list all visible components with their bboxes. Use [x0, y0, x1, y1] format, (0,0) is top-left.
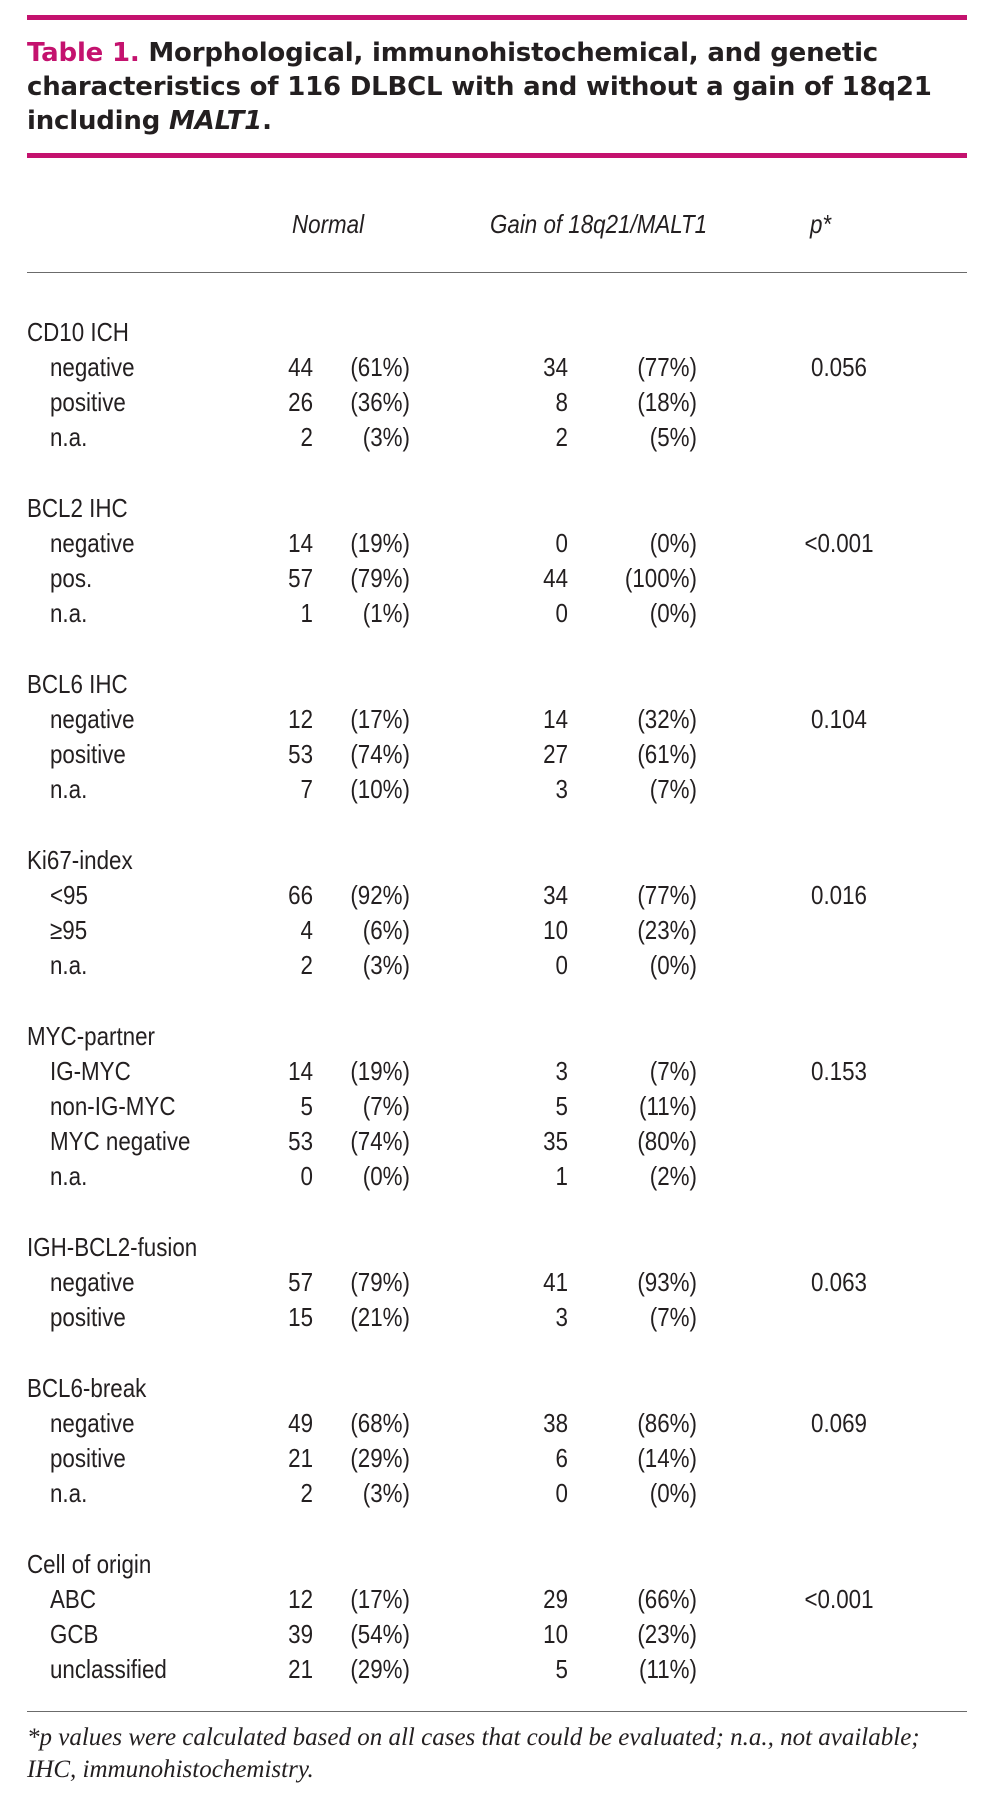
row-label: n.a.	[50, 1161, 88, 1191]
group-title: MYC-partner	[27, 1021, 155, 1051]
count-gain: 10	[543, 1619, 568, 1649]
percent-normal: (3%)	[362, 1478, 410, 1508]
percent-gain: (77%)	[637, 880, 697, 910]
row-label: negative	[50, 1267, 135, 1297]
percent-gain: (86%)	[637, 1408, 697, 1438]
row-label: n.a.	[50, 950, 88, 980]
count-gain: 5	[555, 1091, 568, 1121]
row-label: positive	[50, 739, 126, 769]
percent-normal: (19%)	[350, 528, 410, 558]
header-p-value: p*	[810, 209, 832, 239]
percent-normal: (3%)	[362, 422, 410, 452]
group-title: CD10 ICH	[27, 317, 129, 347]
count-gain: 6	[555, 1443, 568, 1473]
count-gain: 34	[543, 352, 568, 382]
percent-normal: (3%)	[362, 950, 410, 980]
row-label: MYC negative	[50, 1126, 191, 1156]
percent-gain: (7%)	[649, 774, 697, 804]
count-gain: 0	[555, 528, 568, 558]
count-normal: 14	[288, 528, 313, 558]
count-normal: 1	[300, 598, 313, 628]
percent-normal: (0%)	[362, 1161, 410, 1191]
count-normal: 4	[300, 915, 313, 945]
p-value: 0.016	[811, 880, 867, 910]
header-normal: Normal	[292, 209, 365, 239]
count-gain: 0	[555, 598, 568, 628]
percent-normal: (17%)	[350, 704, 410, 734]
row-label: ABC	[50, 1584, 96, 1614]
percent-gain: (66%)	[637, 1584, 697, 1614]
table-label: Table 1.	[27, 38, 140, 68]
percent-normal: (7%)	[362, 1091, 410, 1121]
count-normal: 53	[288, 739, 313, 769]
percent-normal: (29%)	[350, 1654, 410, 1684]
percent-normal: (19%)	[350, 1056, 410, 1086]
count-gain: 27	[543, 739, 568, 769]
count-normal: 12	[288, 1584, 313, 1614]
percent-gain: (2%)	[649, 1161, 697, 1191]
p-value: <0.001	[804, 528, 874, 558]
row-label: n.a.	[50, 422, 88, 452]
percent-gain: (7%)	[649, 1302, 697, 1332]
row-label: negative	[50, 528, 135, 558]
percent-normal: (74%)	[350, 1126, 410, 1156]
row-label: n.a.	[50, 598, 88, 628]
percent-gain: (93%)	[637, 1267, 697, 1297]
row-label: ≥95	[50, 915, 88, 945]
percent-normal: (36%)	[350, 387, 410, 417]
count-normal: 39	[288, 1619, 313, 1649]
top-accent-rule	[27, 15, 967, 20]
percent-gain: (14%)	[637, 1443, 697, 1473]
group-title: IGH-BCL2-fusion	[27, 1232, 198, 1262]
count-gain: 2	[555, 422, 568, 452]
row-label: unclassified	[50, 1654, 167, 1684]
count-normal: 26	[288, 387, 313, 417]
percent-normal: (17%)	[350, 1584, 410, 1614]
count-gain: 0	[555, 1478, 568, 1508]
count-normal: 7	[300, 774, 313, 804]
p-value: 0.069	[811, 1408, 867, 1438]
percent-gain: (100%)	[624, 563, 697, 593]
row-label: GCB	[50, 1619, 99, 1649]
percent-gain: (80%)	[637, 1126, 697, 1156]
group-title: Ki67-index	[27, 845, 133, 875]
count-normal: 49	[288, 1408, 313, 1438]
row-label: negative	[50, 704, 135, 734]
count-gain: 3	[555, 1056, 568, 1086]
count-gain: 10	[543, 915, 568, 945]
percent-normal: (61%)	[350, 352, 410, 382]
percent-gain: (0%)	[649, 528, 697, 558]
percent-normal: (21%)	[350, 1302, 410, 1332]
percent-normal: (1%)	[362, 598, 410, 628]
percent-normal: (68%)	[350, 1408, 410, 1438]
row-label: n.a.	[50, 774, 88, 804]
group-title: BCL6-break	[27, 1373, 147, 1403]
p-value: 0.104	[811, 704, 867, 734]
percent-gain: (11%)	[639, 1091, 697, 1121]
caption-bottom-rule	[27, 153, 967, 158]
p-value: 0.153	[811, 1056, 867, 1086]
percent-gain: (61%)	[637, 739, 697, 769]
row-label: positive	[50, 387, 126, 417]
percent-normal: (6%)	[362, 915, 410, 945]
percent-normal: (79%)	[350, 563, 410, 593]
count-gain: 8	[555, 387, 568, 417]
caption-italic-term: MALT1	[168, 106, 263, 136]
percent-normal: (29%)	[350, 1443, 410, 1473]
caption-end: .	[262, 106, 272, 136]
percent-gain: (0%)	[649, 950, 697, 980]
row-label: positive	[50, 1302, 126, 1332]
p-value: 0.056	[811, 352, 867, 382]
group-title: Cell of origin	[27, 1549, 152, 1579]
count-normal: 5	[300, 1091, 313, 1121]
row-label: <95	[50, 880, 88, 910]
percent-gain: (77%)	[637, 352, 697, 382]
count-gain: 29	[543, 1584, 568, 1614]
count-gain: 44	[543, 563, 568, 593]
table-footnote: *p values were calculated based on all cases that could be evaluated; n.a., not available; IHC, immunohistochemistry.	[27, 1724, 920, 1783]
count-normal: 44	[288, 352, 313, 382]
table-bottom-rule	[27, 1711, 967, 1712]
count-gain: 41	[543, 1267, 568, 1297]
count-normal: 53	[288, 1126, 313, 1156]
row-label: non-IG-MYC	[50, 1091, 176, 1121]
percent-gain: (23%)	[637, 1619, 697, 1649]
count-normal: 57	[288, 1267, 313, 1297]
percent-normal: (79%)	[350, 1267, 410, 1297]
count-gain: 5	[555, 1654, 568, 1684]
caption-text: Morphological, immunohistochemical, and genetic characteristics of 116 DLBCL with and without a gain of 18q21 including	[27, 38, 932, 136]
percent-gain: (23%)	[637, 915, 697, 945]
count-normal: 21	[288, 1443, 313, 1473]
count-normal: 66	[288, 880, 313, 910]
count-gain: 1	[555, 1161, 568, 1191]
count-gain: 3	[555, 1302, 568, 1332]
p-value: <0.001	[804, 1584, 874, 1614]
percent-normal: (54%)	[350, 1619, 410, 1649]
count-normal: 14	[288, 1056, 313, 1086]
row-label: n.a.	[50, 1478, 88, 1508]
percent-normal: (92%)	[350, 880, 410, 910]
count-gain: 0	[555, 950, 568, 980]
percent-normal: (74%)	[350, 739, 410, 769]
group-title: BCL6 IHC	[27, 669, 128, 699]
row-label: negative	[50, 1408, 135, 1438]
header-gain: Gain of 18q21/MALT1	[490, 209, 708, 239]
count-normal: 15	[288, 1302, 313, 1332]
count-gain: 34	[543, 880, 568, 910]
percent-gain: (11%)	[639, 1654, 697, 1684]
table-caption	[27, 36, 967, 138]
count-normal: 21	[288, 1654, 313, 1684]
row-label: positive	[50, 1443, 126, 1473]
percent-gain: (32%)	[637, 704, 697, 734]
percent-gain: (18%)	[637, 387, 697, 417]
count-normal: 2	[300, 422, 313, 452]
group-title: BCL2 IHC	[27, 493, 128, 523]
count-normal: 12	[288, 704, 313, 734]
count-normal: 2	[300, 950, 313, 980]
count-gain: 3	[555, 774, 568, 804]
count-gain: 35	[543, 1126, 568, 1156]
count-gain: 14	[543, 704, 568, 734]
percent-gain: (5%)	[649, 422, 697, 452]
count-normal: 0	[300, 1161, 313, 1191]
p-value: 0.063	[811, 1267, 867, 1297]
percent-gain: (7%)	[649, 1056, 697, 1086]
header-bottom-rule	[27, 272, 967, 273]
percent-normal: (10%)	[350, 774, 410, 804]
row-label: IG-MYC	[50, 1056, 131, 1086]
percent-gain: (0%)	[649, 598, 697, 628]
percent-gain: (0%)	[649, 1478, 697, 1508]
row-label: pos.	[50, 563, 93, 593]
count-normal: 2	[300, 1478, 313, 1508]
count-normal: 57	[288, 563, 313, 593]
count-gain: 38	[543, 1408, 568, 1438]
row-label: negative	[50, 352, 135, 382]
